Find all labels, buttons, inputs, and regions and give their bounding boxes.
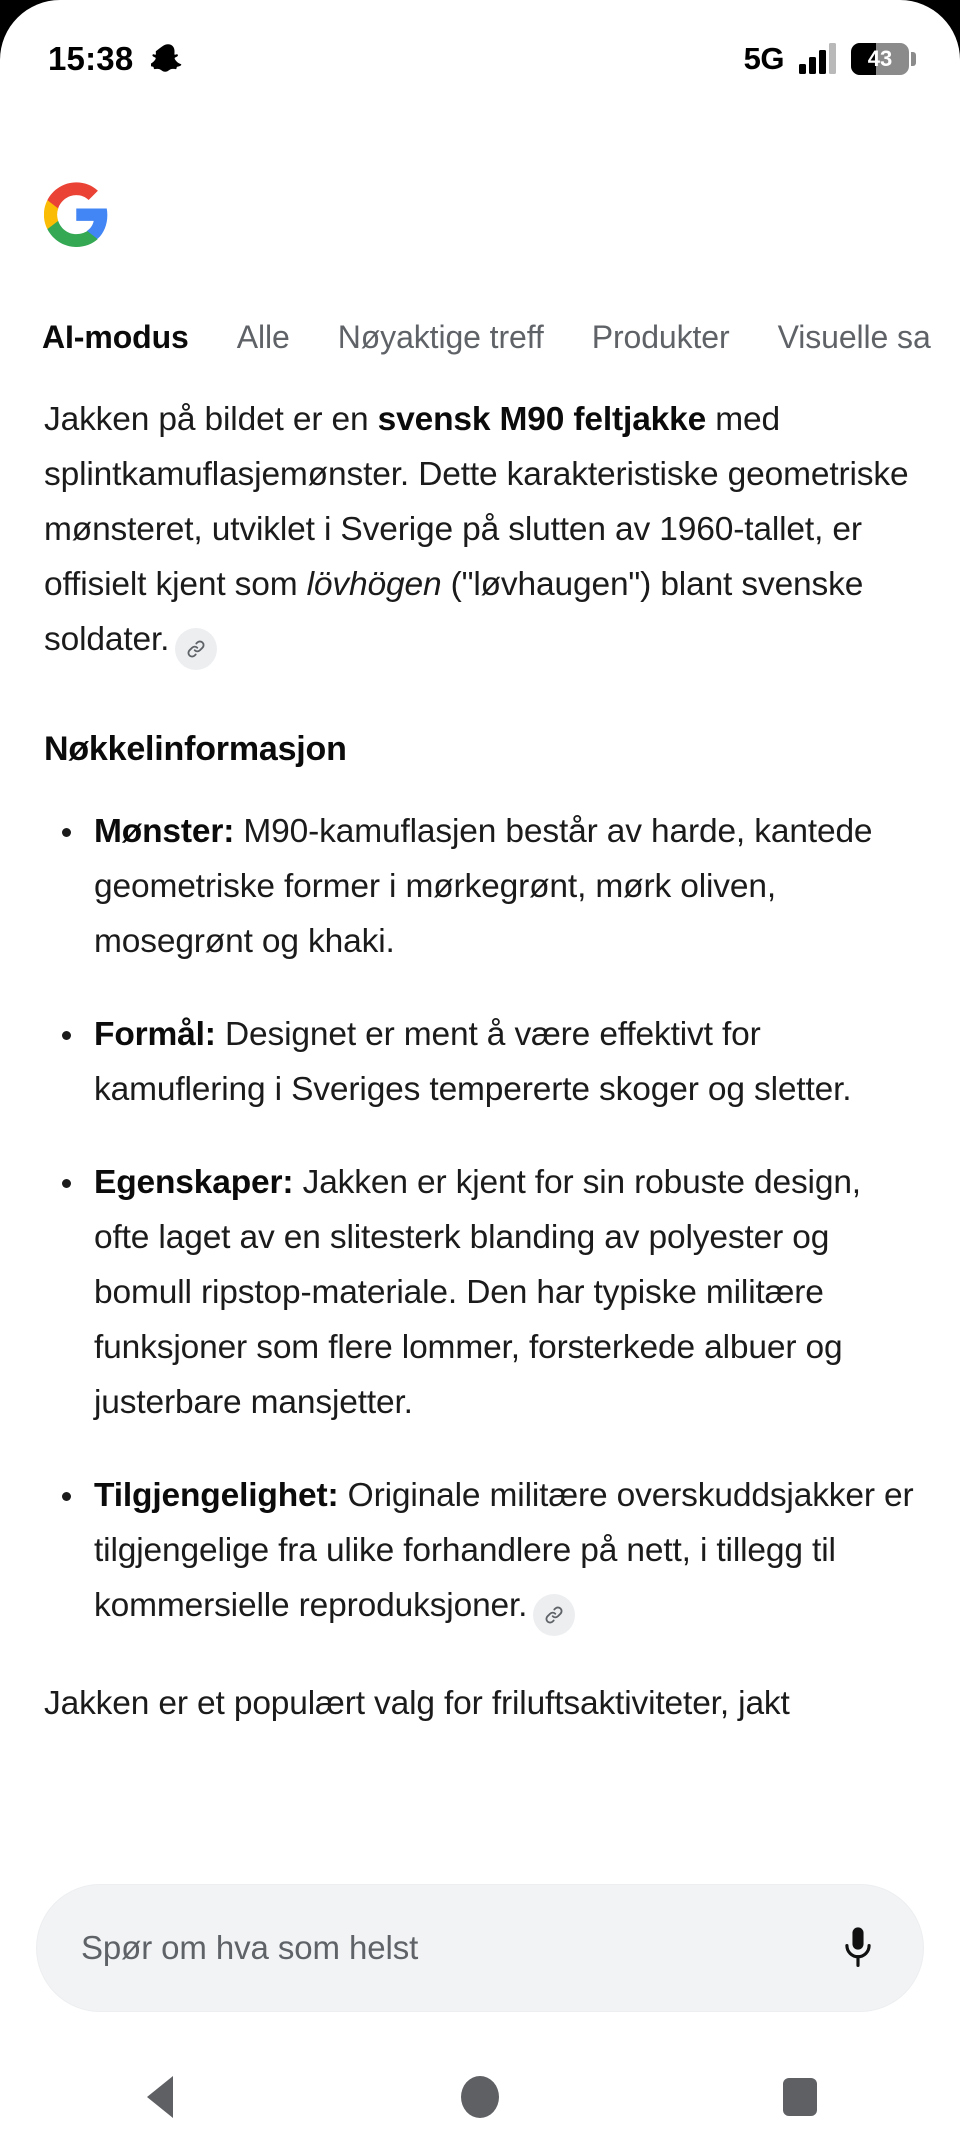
list-item (94, 1468, 916, 1636)
google-logo (44, 182, 108, 253)
tab-ai-modus[interactable]: AI-modus (42, 318, 189, 355)
tab-noyaktige-treff[interactable]: Nøyaktige treff (337, 318, 544, 355)
signal-strength-icon (799, 44, 836, 74)
recents-square-icon (783, 2078, 817, 2116)
nav-recents-button[interactable] (740, 2052, 860, 2142)
link-icon[interactable] (533, 1594, 575, 1636)
status-bar (0, 0, 960, 118)
battery-level-label: 43 (867, 46, 893, 71)
bullet-term-egenskaper: Egenskaper: (94, 1164, 294, 1201)
tab-alle[interactable]: Alle (236, 318, 290, 355)
list-item (94, 804, 916, 969)
bullet-term-formal: Formål: (94, 1016, 216, 1053)
answer-outro-paragraph: Jakken er et populært valg for friluftsaktiviteter, jakt (44, 1685, 790, 1722)
list-item (94, 1155, 916, 1430)
list-item (94, 1007, 916, 1117)
status-time: 15:38 (48, 40, 134, 77)
intro-text-part-3: ("løvhaugen") blant svenske soldater. (44, 566, 864, 658)
intro-text-part-2: med splintkamuflasjemønster. Dette karakteristiske geometriske mønsteret, utviklet i Sverige på slutten av 1960-tallet, er offisielt kjent som (44, 401, 909, 603)
back-triangle-icon (147, 2076, 173, 2118)
search-tabs[interactable] (0, 300, 960, 374)
nav-back-button[interactable] (100, 2052, 220, 2142)
network-type-label: 5G (743, 41, 784, 76)
status-bar-right (744, 41, 916, 77)
tab-produkter[interactable]: Produkter (591, 318, 730, 355)
intro-bold-term: svensk M90 feltjakke (377, 401, 707, 438)
android-nav-bar[interactable] (0, 2052, 960, 2142)
content-fade-overlay (0, 1784, 960, 1874)
nav-home-button[interactable] (420, 2052, 540, 2142)
key-info-list (44, 804, 916, 1636)
bullet-text-monster: M90-kamuflasjen består av harde, kantede geometriske former i mørkegrønt, mørk oliven, mosegrønt og khaki. (94, 813, 873, 960)
link-icon[interactable] (175, 628, 217, 670)
bullet-text-egenskaper: Jakken er kjent for sin robuste design, ofte laget av en slitesterk blanding av polyester og bomull ripstop-materiale. Den har typiske militære funksjoner som flere lommer, forsterkede albuer og justerbare mansjetter. (94, 1164, 861, 1421)
ask-input-placeholder[interactable]: Spør om hva som helst (81, 1929, 419, 1966)
tab-visuelle-sok[interactable]: Visuelle sa (777, 318, 931, 355)
home-circle-icon (461, 2076, 499, 2118)
bullet-term-tilgjengelighet: Tilgjengelighet: (94, 1477, 339, 1514)
bullet-text-formal: Designet er ment å være effektivt for kamuflering i Sveriges tempererte skoger og sletter. (94, 1016, 852, 1108)
ask-input-bar[interactable] (36, 1884, 924, 2012)
microphone-icon[interactable] (839, 1925, 877, 1971)
intro-text-part-1: Jakken på bildet er en (44, 401, 378, 438)
status-bar-left (48, 40, 185, 78)
ai-answer-body (0, 392, 960, 1874)
intro-italic-term: lövhögen (306, 566, 442, 603)
bullet-term-monster: Mønster: (94, 813, 235, 850)
battery-icon (851, 43, 916, 75)
snapchat-ghost-icon (151, 42, 185, 76)
section-heading-key-info: Nøkkelinformasjon (44, 730, 347, 768)
answer-intro-paragraph (44, 392, 916, 670)
bullet-text-tilgjengelighet: Originale militære overskuddsjakker er tilgjengelige fra ulike forhandlere på nett, i tillegg til kommersielle reproduksjoner. (94, 1477, 914, 1624)
